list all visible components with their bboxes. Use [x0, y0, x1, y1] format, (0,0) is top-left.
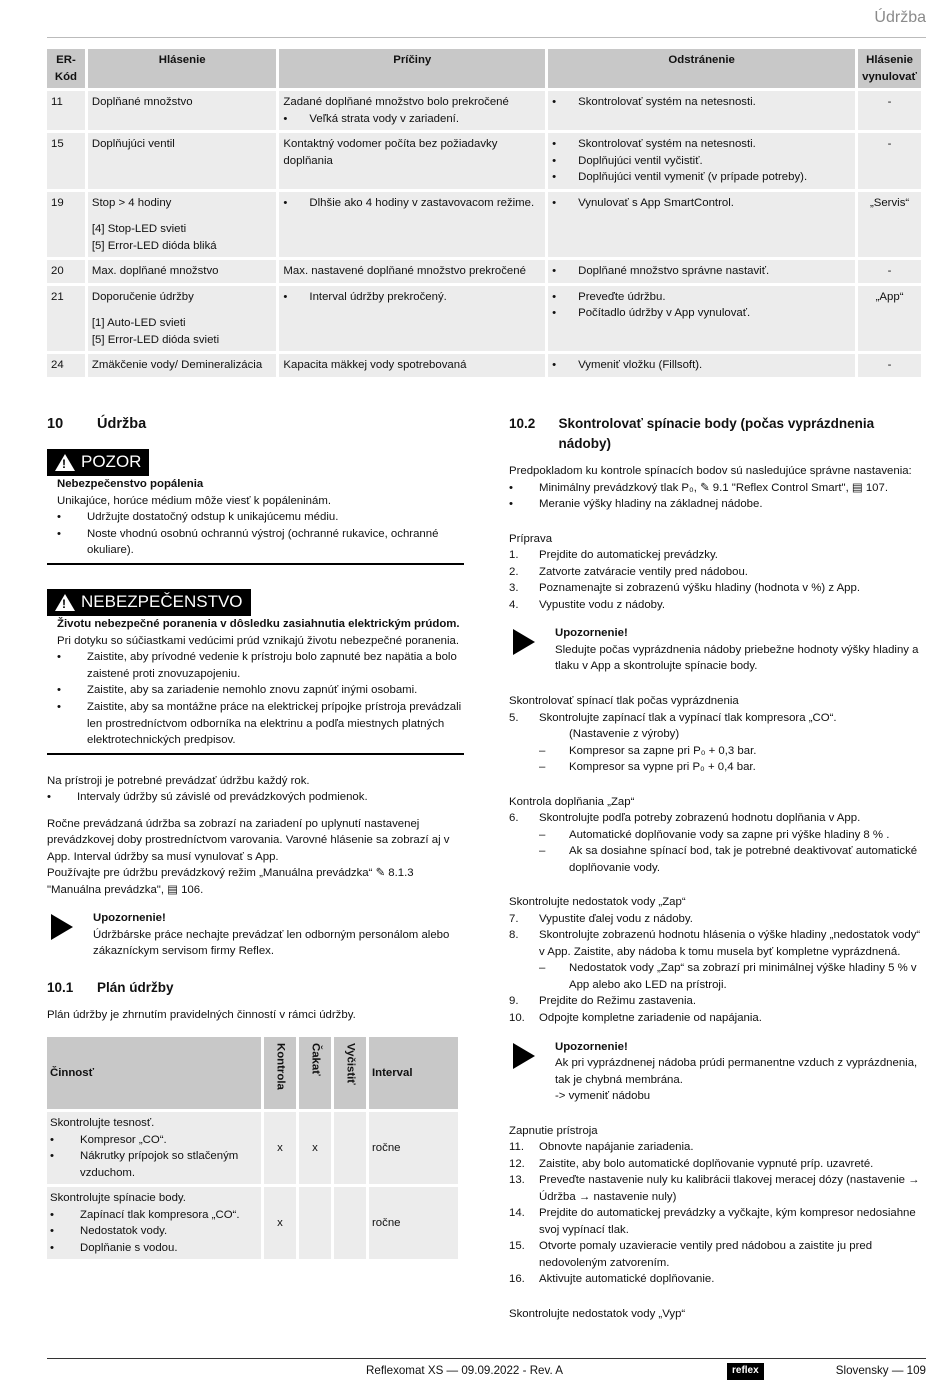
bullet-marker: – [539, 744, 546, 757]
cause-text: Kapacita mäkkej vody spotrebovaná [283, 359, 467, 372]
note-title: Upozornenie! [93, 912, 166, 925]
arrow-icon [513, 1043, 535, 1069]
bullet-marker: • [283, 196, 288, 209]
cell-activity [47, 1187, 261, 1259]
cell-cakat [299, 1187, 331, 1259]
cell-message [88, 260, 277, 283]
list-item [509, 580, 927, 597]
message-line: Doplňujúci ventil [91, 138, 175, 151]
cell-fix [548, 192, 855, 258]
section-10-1-heading: 10.1 Plán údržby [47, 979, 174, 995]
table-row [47, 133, 921, 189]
list-item-text: Zaistite, aby sa montážne práce na elektrickej prípojke prístroja prevádzali len prostredníctvom odborníka na elektrinu a podľa miestnych platných elektrotechnických predpisov. [87, 701, 462, 747]
list-item [509, 927, 927, 960]
cell-code: 15 [47, 133, 85, 189]
message-line: [5] Error-LED dióda svieti [91, 333, 220, 346]
list-item [509, 993, 927, 1010]
danger-label: ! NEBEZPEČENSTVO [47, 589, 251, 616]
list-item-text: Udržujte dostatočný odstup k unikajúcemu médiu. [87, 511, 339, 524]
list-item [57, 509, 464, 526]
col-cakat: Čakať [299, 1037, 331, 1109]
fix-bullet-text: Vymeniť vložku (Fillsoft). [578, 359, 703, 372]
bullet-marker: 15. [509, 1240, 525, 1253]
bullet-marker: • [57, 701, 61, 714]
cell-vycistit [334, 1112, 366, 1184]
group-title: Zapnutie prístroja [509, 1124, 598, 1137]
cell-interval: ročne [369, 1187, 458, 1259]
cause-bullet-text: Veľká strata vody v zariadení. [309, 112, 460, 125]
fix-bullet [552, 357, 851, 374]
bullet-marker: 14. [509, 1207, 525, 1220]
cell-activity [47, 1112, 261, 1184]
fix-bullet-text: Vynulovať s App SmartControl. [578, 196, 734, 209]
list-item [50, 1207, 258, 1224]
table-row [47, 260, 921, 283]
cell-reset: - [858, 260, 921, 283]
cell-message [88, 91, 277, 130]
fix-bullet-text: Počítadlo údržby v App vynulovať. [578, 307, 751, 320]
cell-code: 11 [47, 91, 85, 130]
cell-cause [279, 286, 545, 352]
cell-kontrola: x [264, 1112, 296, 1184]
bullet-marker: 7. [509, 912, 519, 925]
fix-bullet [552, 305, 851, 322]
list-item [50, 1240, 258, 1257]
sub-note: (Nastavenie z výroby) [569, 728, 680, 741]
cell-fix [548, 354, 855, 377]
bullet-marker: • [57, 511, 61, 524]
bullet-marker: 1. [509, 549, 519, 562]
bullet-marker: • [509, 481, 513, 494]
list-item [509, 1010, 927, 1027]
list-item-text: Poznamenajte si zobrazenú výšku hladiny (hodnota v %) z App. [539, 582, 861, 595]
fix-bullet-text: Skontrolovať systém na netesnosti. [578, 138, 756, 151]
list-item-text: Preveďte nastavenie nuly ku kalibrácii tlakovej meracej dózy (nastavenie → Údržba → nastavenie nuly) [539, 1174, 920, 1203]
list-item [509, 1172, 927, 1205]
right-column [509, 414, 927, 1323]
note-title: Upozornenie! [555, 1040, 628, 1053]
list-item-text: Minimálny prevádzkový tlak P₀, ✎ 9.1 "Reflex Control Smart", ▤ 107. [539, 481, 889, 494]
cell-code: 19 [47, 192, 85, 258]
left-column [47, 414, 464, 1262]
list-item-text: Vypustite ďalej vodu z nádoby. [539, 912, 693, 925]
fix-bullet [552, 195, 851, 212]
note-text: -> vymeniť nádobu [555, 1090, 651, 1103]
fix-bullet [552, 289, 851, 306]
cell-interval: ročne [369, 1112, 458, 1184]
list-item [50, 1132, 258, 1149]
message-line: [5] Error-LED dióda bliká [91, 239, 217, 252]
bullet-marker: • [552, 290, 557, 303]
cell-message [88, 354, 277, 377]
list-item-text: Otvorte pomaly uzavieracie ventily pred nádobou a zaistite ju pred nedovoleným zatvorením. [539, 1240, 873, 1269]
list-item [509, 743, 927, 760]
bullet-marker: 4. [509, 598, 519, 611]
bullet-marker: • [57, 527, 61, 540]
list-item-text: Prejdite do automatickej prevádzky. [539, 549, 718, 562]
cell-reset: - [858, 354, 921, 377]
list-item-text: Vypustite vodu z nádoby. [539, 598, 666, 611]
list-item-text: Nedostatok vody. [80, 1225, 168, 1238]
activity-title: Skontrolujte tesnosť. [50, 1117, 155, 1130]
cell-code: 20 [47, 260, 85, 283]
cause-bullet [283, 289, 541, 306]
col-reset: Hlásenie vynulovať [858, 49, 921, 88]
footer-page-number: Slovensky — 109 [835, 1364, 926, 1377]
error-table [44, 46, 924, 380]
maintenance-plan-table [44, 1034, 461, 1262]
message-line: Zmäkčenie vody/ Demineralizácia [91, 359, 263, 372]
list-item [509, 1156, 927, 1173]
list-item [509, 1271, 927, 1288]
col-priciny: Príčiny [279, 49, 545, 88]
fix-bullet-text: Preveďte údržbu. [578, 290, 666, 303]
list-item [509, 1238, 927, 1271]
list-item-text: Zatvorte zatváracie ventily pred nádobou. [539, 565, 748, 578]
bullet-marker: 13. [509, 1174, 525, 1187]
bullet-marker: – [539, 828, 546, 841]
running-header: Údržba [874, 9, 926, 26]
message-line: Stop > 4 hodiny [91, 196, 172, 209]
danger-box [47, 616, 464, 754]
cell-message [88, 286, 277, 352]
list-item [57, 699, 464, 749]
col-vycistit: Vyčistiť [334, 1037, 366, 1109]
fix-bullet [552, 136, 851, 153]
bullet-marker: • [50, 1241, 54, 1254]
cell-cause [279, 91, 545, 130]
col-kontrola: Kontrola [264, 1037, 296, 1109]
cell-fix [548, 133, 855, 189]
bullet-marker: • [50, 1133, 54, 1146]
fix-bullet-text: Doplňujúci ventil vyčistiť. [578, 154, 703, 167]
list-item [509, 564, 927, 581]
footer-rule [47, 1358, 926, 1359]
cell-fix [548, 260, 855, 283]
bullet-marker: • [50, 1225, 54, 1238]
group-title: Skontrolujte nedostatok vody „Vyp“ [509, 1307, 686, 1320]
reflex-logo: reflex [727, 1363, 764, 1380]
bullet-marker: – [539, 845, 546, 858]
group-title: Skontrolujte nedostatok vody „Zap“ [509, 896, 686, 909]
header-rule [47, 37, 926, 38]
section-10-heading: 10 Údržba [47, 416, 147, 432]
note-title: Upozornenie! [555, 627, 628, 640]
bullet-marker: • [552, 307, 557, 320]
cell-cause [279, 354, 545, 377]
table-row [47, 1187, 458, 1259]
bullet-marker: • [509, 498, 513, 511]
note-box [47, 910, 464, 960]
list-item [57, 526, 464, 559]
bullet-marker: 9. [509, 995, 519, 1008]
message-line: Doplňané množstvo [91, 96, 193, 109]
bullet-marker: • [552, 265, 557, 278]
list-item-text: Doplňanie s vodou. [80, 1241, 178, 1254]
list-item-text: Aktivujte automatické doplňovanie. [539, 1273, 715, 1286]
cell-reset: „Servis“ [858, 192, 921, 258]
cause-text: Max. nastavené doplňané množstvo prekročené [283, 265, 526, 278]
warning-icon [55, 454, 75, 471]
fix-bullet-text: Skontrolovať systém na netesnosti. [578, 96, 756, 109]
table-row [47, 286, 921, 352]
bullet-marker: • [50, 1208, 54, 1221]
col-cinnost: Činnosť [47, 1037, 261, 1109]
paragraph: Predpokladom ku kontrole spínacích bodov sú nasledujúce správne nastavenia: [509, 465, 912, 478]
danger-text: Pri dotyku so súčiastkami vedúcimi prúd vznikajú životu nebezpečné poranenia. [57, 634, 460, 647]
cell-message [88, 192, 277, 258]
message-line: Max. doplňané množstvo [91, 265, 219, 278]
list-item-text: Odpojte kompletne zariadenie od napájania. [539, 1012, 762, 1024]
bullet-marker: • [552, 171, 557, 184]
group-title: Kontrola doplňania „Zap“ [509, 795, 635, 808]
list-item [509, 496, 927, 513]
bullet-marker: • [283, 112, 288, 125]
list-item-text: Noste vhodnú osobnú ochrannú výstroj (ochranné rukavice, ochranné okuliare). [87, 527, 439, 557]
col-er-kod: ER-Kód [47, 49, 85, 88]
cell-fix [548, 91, 855, 130]
bullet-marker: • [552, 196, 557, 209]
message-line: [1] Auto-LED svieti [91, 317, 186, 330]
cell-reset: - [858, 91, 921, 130]
list-item [509, 1139, 927, 1156]
paragraph: Používajte pre údržbu prevádzkový režim „Manuálna prevádzka“ ✎ 8.1.3 "Manuálna prevádzka", ▤ 106. [47, 867, 414, 896]
paragraph: Plán údržby je zhrnutím pravidelných činností v rámci údržby. [47, 1009, 356, 1022]
paragraph: Ročne prevádzaná údržba sa zobrazí na zariadení po uplynutí nastavenej prevádzkovej doby prostredníctvom varovania. Varovné hlásenie sa zobrazí aj v App. Interval údržby sa musí vynulovať s App. [47, 817, 450, 863]
list-item [509, 827, 927, 844]
list-item-text: Zaistite, aby sa zariadenie nemohlo znovu zapnúť inými osobami. [87, 684, 418, 697]
table-row [47, 192, 921, 258]
cause-bullet [283, 195, 541, 212]
cell-vycistit [334, 1187, 366, 1259]
fix-bullet [552, 169, 851, 186]
bullet-marker: • [552, 138, 557, 151]
cell-cakat: x [299, 1112, 331, 1184]
bullet-marker: • [552, 96, 557, 109]
cause-text: Kontaktný vodomer počíta bez požiadavky doplňania [283, 138, 498, 167]
cell-cause [279, 260, 545, 283]
caution-box [47, 476, 464, 565]
list-item-text: Zapínací tlak kompresora „CO“. [80, 1208, 240, 1221]
list-item [50, 1223, 258, 1240]
bullet-marker: 11. [509, 1141, 524, 1154]
col-interval: Interval [369, 1037, 458, 1109]
bullet-marker: – [539, 761, 546, 774]
list-item [509, 759, 927, 776]
bullet-marker: • [57, 684, 61, 697]
list-item-text: Zaistite, aby bolo automatické doplňovanie vypnuté príp. uzavreté. [539, 1157, 874, 1170]
bullet-marker: 8. [509, 929, 519, 942]
list-item-text: Zaistite, aby prívodné vedenie k prístroju bolo zapnuté bez napätia a bolo zaistené proti znovuzapojeniu. [87, 651, 457, 680]
paragraph: Na prístroji je potrebné prevádzať údržbu každý rok. [47, 774, 310, 787]
cell-fix [548, 286, 855, 352]
list-item [50, 1148, 258, 1181]
note-box [509, 1039, 927, 1105]
list-item [509, 597, 927, 614]
arrow-icon [513, 629, 535, 655]
step: 5. Skontrolujte zapínací tlak a vypínací tlak kompresora „CO“. [509, 711, 837, 724]
bullet-marker: 10. [509, 1012, 525, 1024]
bullet-marker: 16. [509, 1273, 525, 1286]
list-item [57, 682, 464, 699]
caution-text: Unikajúce, horúce médium môže viesť k popáleninám. [57, 494, 331, 507]
list-item-text: Obnovte napájanie zariadenia. [539, 1141, 694, 1154]
bullet-marker: 3. [509, 582, 519, 595]
cell-cause [279, 192, 545, 258]
list-item-text: Prejdite do Režimu zastavenia. [539, 995, 697, 1008]
fix-bullet-text: Doplňané množstvo správne nastaviť. [578, 265, 770, 278]
cell-cause [279, 133, 545, 189]
fix-bullet [552, 94, 851, 111]
cell-message [88, 133, 277, 189]
list-item [57, 649, 464, 682]
caution-title: Nebezpečenstvo popálenia [57, 478, 204, 491]
table-row [47, 354, 921, 377]
cell-kontrola: x [264, 1187, 296, 1259]
list-item-text: Meranie výšky hladiny na základnej nádobe. [539, 498, 763, 511]
list-item-text: Kompresor „CO“. [80, 1133, 167, 1146]
dash-item: – Nedostatok vody „Zap“ sa zobrazí pri minimálnej výške hladiny 5 % v App alebo ako LED na prístroji. [539, 962, 917, 991]
cell-code: 21 [47, 286, 85, 352]
list-item-text: Automatické doplňovanie vody sa zapne pri výške hladiny 8 % . [569, 828, 890, 841]
table-row [47, 91, 921, 130]
table-row [47, 1112, 458, 1184]
cell-reset: „App“ [858, 286, 921, 352]
note-text: Ak pri vyprázdnenej nádoba prúdi permanentne vzduch z vyprázdnenia, tak je chybná membrána. [555, 1057, 918, 1086]
caution-label: ! POZOR [47, 449, 149, 476]
list-item-text: Ak sa dosiahne spínací bod, tak je potrebné deaktivovať automatické doplňovanie vody. [569, 845, 918, 874]
bullet-marker: • [57, 651, 61, 664]
list-item [509, 480, 927, 497]
fix-bullet [552, 263, 851, 280]
section-10-2-heading: 10.2 Skontrolovať spínacie body (počas vyprázdnenia nádoby) [509, 416, 875, 451]
list-item-text: Kompresor sa zapne pri P₀ + 0,3 bar. [569, 744, 757, 757]
bullet-marker: • [552, 359, 557, 372]
list-item-text: Nákrutky prípojok so stlačeným vzduchom. [80, 1150, 239, 1179]
note-text: Sledujte počas vyprázdnenia nádoby priebežne hodnoty výšky hladiny a tlaku v App a skontrolujte spínacie body. [555, 643, 919, 673]
col-odstranenie: Odstránenie [548, 49, 855, 88]
cell-reset: - [858, 133, 921, 189]
list-item [509, 547, 927, 564]
bullet-marker: 2. [509, 565, 519, 578]
cause-bullet-text: Interval údržby prekročený. [309, 290, 447, 303]
cell-code: 24 [47, 354, 85, 377]
fix-bullet-text: Doplňujúci ventil vymeniť (v prípade potreby). [578, 171, 808, 184]
cause-text: Zadané doplňané množstvo bolo prekročené [283, 96, 509, 109]
danger-title: Životu nebezpečné poranenia v dôsledku zasiahnutia elektrickým prúdom. [57, 618, 460, 631]
list-item [509, 911, 927, 928]
list-item: • Intervaly údržby sú závislé od prevádzkových podmienok. [47, 791, 368, 804]
footer-doc-info: Reflexomat XS — 09.09.2022 - Rev. A [366, 1364, 563, 1377]
warning-icon [55, 594, 75, 611]
bullet-marker: • [50, 1150, 54, 1163]
cause-bullet-text: Dlhšie ako 4 hodiny v zastavovacom režime. [309, 196, 535, 209]
note-text: Údržbárske práce nechajte prevádzať len odborným personálom alebo zákazníckym servisom firmy Reflex. [93, 928, 450, 958]
bullet-marker: • [283, 290, 288, 303]
message-line: [4] Stop-LED svieti [91, 223, 187, 236]
list-item-text: Kompresor sa vypne pri P₀ + 0,4 bar. [569, 761, 756, 774]
activity-title: Skontrolujte spínacie body. [50, 1192, 186, 1205]
list-item-text: Prejdite do automatickej prevádzky a vyčkajte, kým kompresor nedosiahne svoj vypínací tlak. [539, 1207, 916, 1236]
arrow-icon [51, 914, 73, 940]
bullet-marker: • [552, 154, 557, 167]
list-item [509, 843, 927, 876]
list-item [509, 1205, 927, 1238]
bullet-marker: 12. [509, 1157, 525, 1170]
group-title: Skontrolovať spínací tlak počas vyprázdnenia [509, 694, 739, 707]
message-line: Doporučenie údržby [91, 290, 194, 303]
list-item-text: Skontrolujte zobrazenú hodnotu hlásenia o výške hladiny „nedostatok vody“ v App. Zaistite, aby nádoba k tomu musela byť kompletne vyprázdnená. [539, 929, 921, 958]
group-title: Príprava [509, 532, 553, 545]
fix-bullet [552, 153, 851, 170]
note-box [509, 625, 927, 675]
cause-bullet [283, 111, 541, 128]
step: 6. Skontrolujte podľa potreby zobrazenú hodnotu doplňania v App. [509, 812, 861, 825]
col-hlasenie: Hlásenie [88, 49, 277, 88]
